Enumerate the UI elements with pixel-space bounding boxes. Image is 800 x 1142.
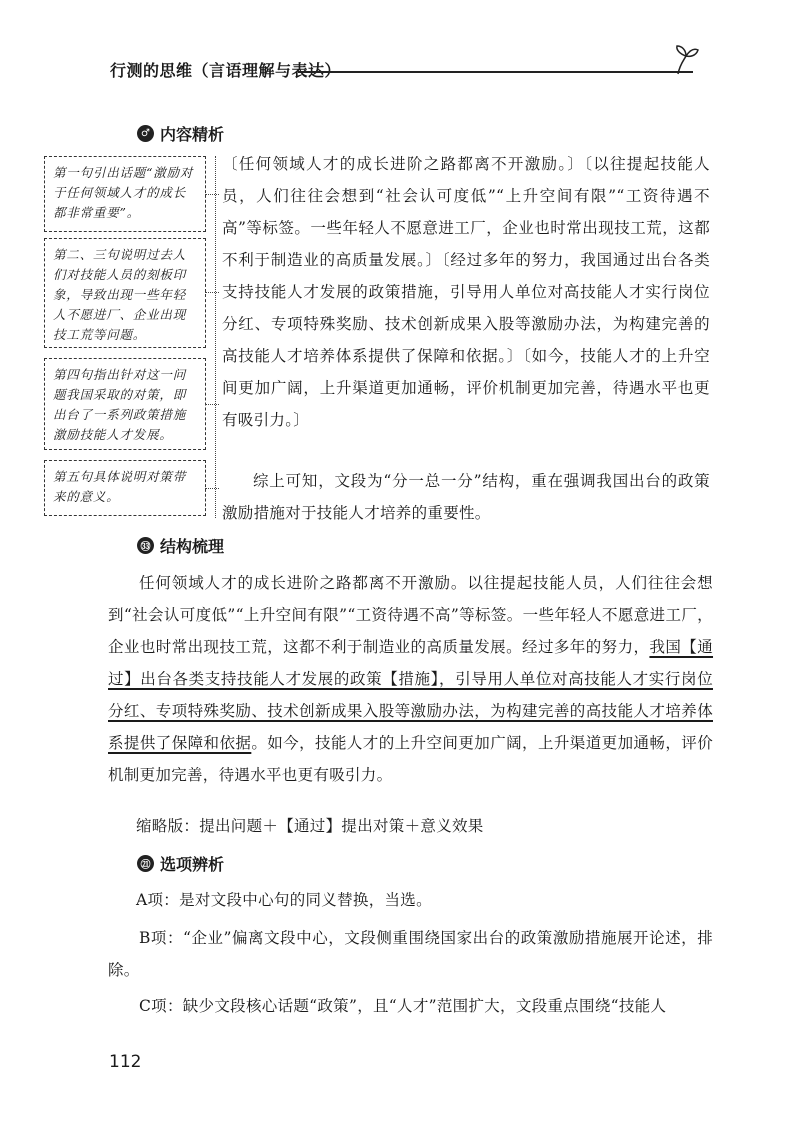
structure-text: 任何领域人才的成长进阶之路都离不开激励。以往提起技能人员，人们往往会想到“社会认可度低”“上升空间有限”“工资待遇不高”等标签。一些年轻人不愿意进工厂，企业也时常出现技工荒，这都不利于制造业的高质量发展。经过多年的努力， bbox=[108, 574, 713, 656]
option-b: B项：“企业”偏离文段中心，文段侧重围绕国家出台的政策激励措施展开论述，排除。 bbox=[108, 929, 713, 979]
section-structure bbox=[137, 534, 224, 557]
summary-paragraph: 综上可知，文段为“分一总一分”结构，重在强调我国出台的政策激励措施对于技能人才培养的重要性。 bbox=[222, 472, 710, 522]
annotation-connector bbox=[205, 404, 219, 405]
page-number: 112 bbox=[109, 1052, 142, 1072]
section-title: 选项辨析 bbox=[160, 855, 225, 874]
sentence-4: 〔经过多年的努力，我国通过出台各类支持技能人才发展的政策措施，引导用人单位对高技能人才实行岗位分红、专项特殊奖励、技术创新成果入股等激励办法，为构建完善的高技能人才培养体系提供了保障和依据。〕 bbox=[222, 251, 710, 365]
annotation-connector bbox=[205, 194, 219, 195]
sentence-2-3: 〔以往提起技能人员，人们往往会想到“社会认可度低”“上升空间有限”“工资待遇不高”等标签。一些年轻人不愿意进工厂，企业也时常出现技工荒，这都不利于制造业的高质量发展。〕 bbox=[222, 155, 710, 269]
option-a: A项：是对文段中心句的同义替换，当选。 bbox=[136, 891, 432, 909]
annotation-connector bbox=[205, 488, 219, 489]
options-icon: ㉑ bbox=[137, 855, 154, 872]
section-title: 结构梳理 bbox=[160, 537, 225, 556]
annotation-note: 第一句引出话题“激励对于任何领域人才的成长都非常重要”。 bbox=[44, 156, 206, 232]
annotation-connector bbox=[215, 156, 216, 518]
structure-text: 。如今，技能人才的上升空间更加广阔，上升渠道更加通畅，评价机制更加完善，待遇水平也更有吸引力。 bbox=[108, 734, 714, 784]
header-rule bbox=[298, 71, 693, 73]
structure-paragraph bbox=[108, 567, 713, 791]
underlined-key-text: 我国【通过】出台各类支持技能人才发展的政策【措施】，引导用人单位对高技能人才实行岗位分红、专项特殊奖励、技术创新成果入股等激励办法，为构建完善的高技能人才培养体系提供了保障和依据 bbox=[108, 638, 714, 752]
option-c: C项：缺少文段核心话题“政策”，且“人才”范围扩大，文段重点围绕“技能人 bbox=[139, 997, 667, 1015]
running-header: 行测的思维（言语理解与表达） bbox=[110, 61, 342, 80]
section-title: 内容精析 bbox=[160, 125, 225, 144]
structure-icon: ㉝ bbox=[137, 537, 154, 554]
brief-version: 缩略版：提出问题＋【通过】提出对策＋意义效果 bbox=[136, 817, 484, 835]
sentence-1: 〔任何领域人才的成长进阶之路都离不开激励。〕 bbox=[222, 155, 585, 173]
analysis-paragraph bbox=[222, 148, 710, 436]
sentence-5: 〔如今，技能人才的上升空间更加广阔，上升渠道更加通畅，评价机制更加完善，待遇水平也更有吸引力。〕 bbox=[222, 347, 710, 429]
section-content-analysis bbox=[137, 122, 224, 145]
annotation-connector bbox=[205, 292, 219, 293]
annotation-note: 第二、三句说明过去人们对技能人员的刻板印象，导致出现一些年轻人不愿进厂、企业出现技工荒等问题。 bbox=[44, 238, 206, 348]
annotation-note: 第五句具体说明对策带来的意义。 bbox=[44, 460, 206, 516]
annotation-note: 第四句指出针对这一问题我国采取的对策，即出台了一系列政策措施激励技能人才发展。 bbox=[44, 358, 206, 450]
sprout-icon bbox=[672, 40, 700, 76]
section-options bbox=[137, 852, 224, 875]
content-analysis-icon: ♂ bbox=[137, 125, 154, 142]
